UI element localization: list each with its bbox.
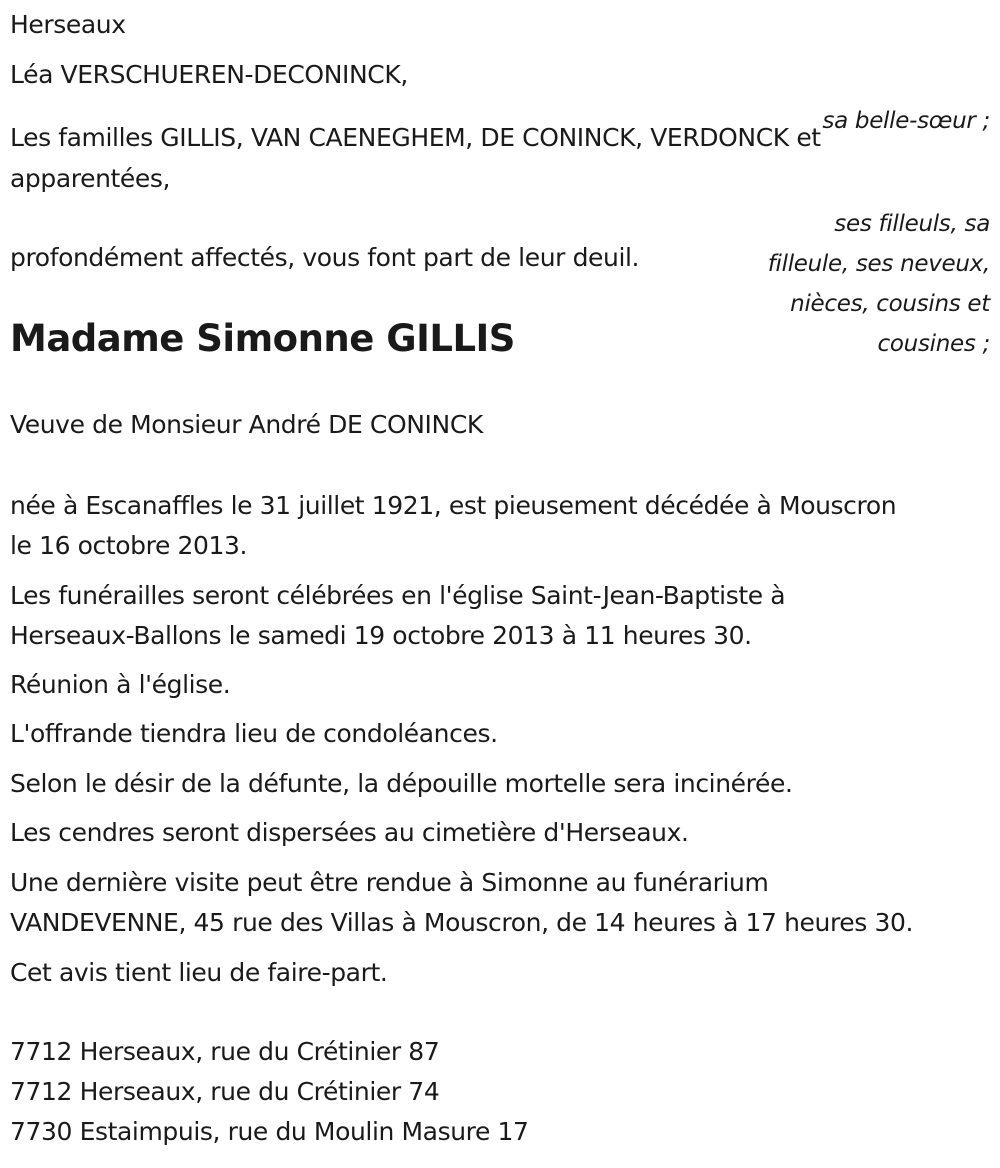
meeting-line: Réunion à l'église. (10, 670, 231, 699)
mourner-name: Léa VERSCHUEREN-DECONINCK, (10, 60, 408, 89)
notice-line: Cet avis tient lieu de faire-part. (10, 958, 388, 987)
families-relation-line-1: ses filleuls, sa (834, 211, 990, 237)
spouse-line: Veuve de Monsieur André DE CONINCK (10, 410, 483, 439)
families-relation-line-4: cousines ; (877, 331, 990, 357)
families-line-1: Les familles GILLIS, VAN CAENEGHEM, DE CONINCK, VERDONCK et (10, 123, 821, 152)
mourner-relation: sa belle-sœur ; (822, 108, 990, 134)
ashes-line: Les cendres seront dispersées au cimetière d'Herseaux. (10, 818, 689, 847)
deceased-name: Madame Simonne GILLIS (10, 317, 515, 360)
families-relation-line-2: filleule, ses neveux, (767, 251, 990, 277)
address-line: 7712 Herseaux, rue du Crétinier 87 (10, 1037, 440, 1066)
offering-line: L'offrande tiendra lieu de condoléances. (10, 719, 498, 748)
header-place: Herseaux (10, 10, 126, 39)
birth-line-2: le 16 octobre 2013. (10, 531, 248, 560)
visit-line-1: Une dernière visite peut être rendue à Simonne au funérarium (10, 868, 769, 897)
address-line: 7730 Estaimpuis, rue du Moulin Masure 17 (10, 1117, 529, 1146)
visit-line-2: VANDEVENNE, 45 rue des Villas à Mouscron, de 14 heures à 17 heures 30. (10, 908, 914, 937)
address-line: 7712 Herseaux, rue du Crétinier 74 (10, 1077, 440, 1106)
birth-line-1: née à Escanaffles le 31 juillet 1921, est pieusement décédée à Mouscron (10, 491, 897, 520)
funeral-line-1: Les funérailles seront célébrées en l'église Saint-Jean-Baptiste à (10, 581, 786, 610)
families-relation-line-3: nièces, cousins et (790, 291, 990, 317)
cremation-line: Selon le désir de la défunte, la dépouille mortelle sera incinérée. (10, 769, 793, 798)
families-line-2: apparentées, (10, 164, 171, 193)
funeral-line-2: Herseaux-Ballons le samedi 19 octobre 2013 à 11 heures 30. (10, 621, 752, 650)
intro-text: profondément affectés, vous font part de leur deuil. (10, 243, 640, 272)
